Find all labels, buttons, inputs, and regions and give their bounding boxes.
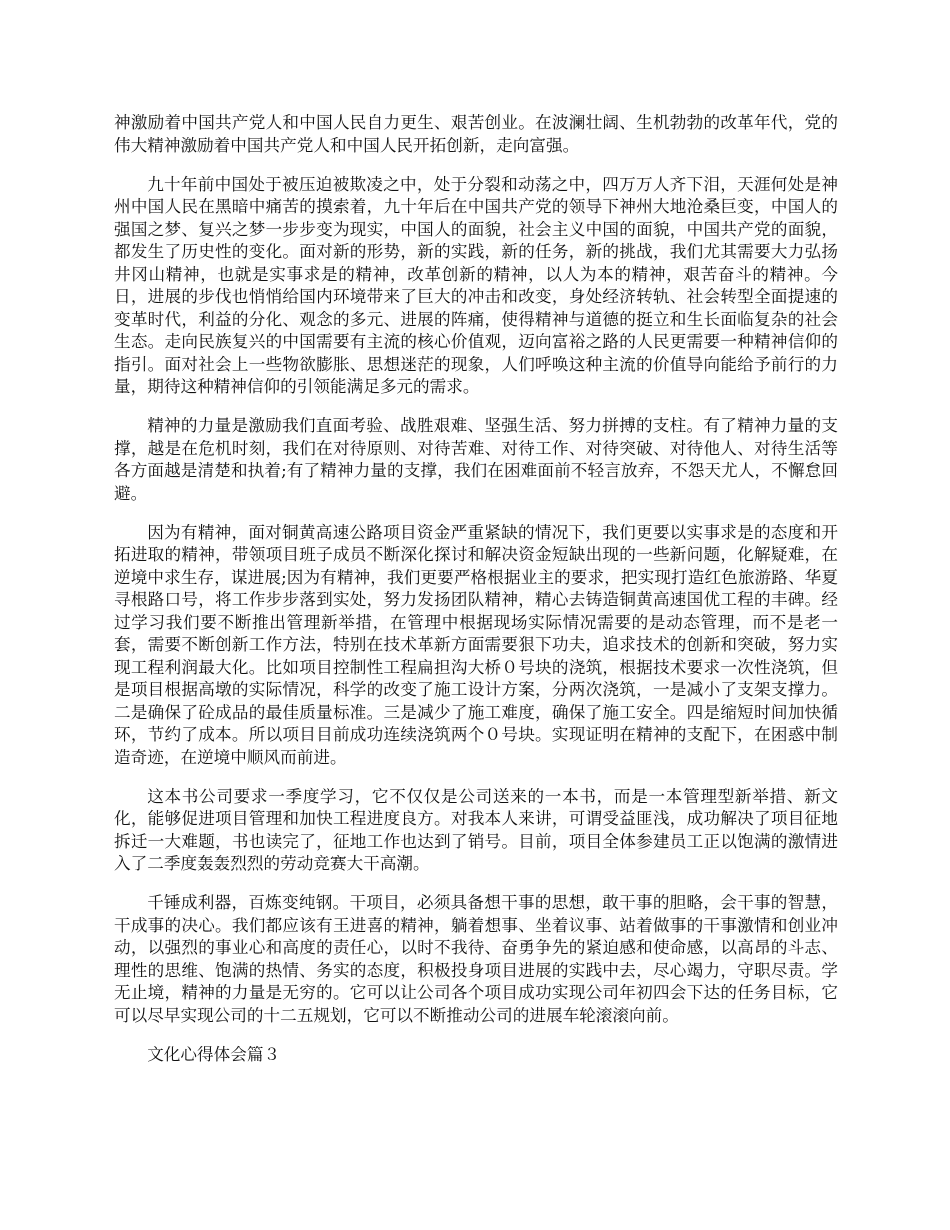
paragraph-6: 千锤成利器，百炼变纯钢。干项目，必须具备想干事的思想，敢干事的胆略，会干事的智慧，干成事的决心。我们都应该有王进喜的精神，躺着想事、坐着议事、站着做事的干事激情和创业冲动，以强烈的事业心和高度的责任心，以时不我待、奋勇争先的紧迫感和使命感，以高昂的斗志、理性的思维、饱满的热情、务实的态度，积极投身项目进展的实践中去，尽心竭力，守职尽责。学无止境，精神的力量是无穷的。它可以让公司各个项目成功实现公司年初四会下达的任务目标，它可以尽早实现公司的十二五规划，它可以不断推动公司的进展车轮滚滚向前。 — [114, 893, 838, 1025]
paragraph-5: 这本书公司要求一季度学习，它不仅仅是公司送来的一本书，而是一本管理型新举措、新文化，能够促进项目管理和加快工程进度良方。对我本人来讲，可谓受益匪浅，成功解决了项目征地拆迁一大难题，书也读完了，征地工作也达到了销号。目前，项目全体参建员工正以饱满的激情进入了二季度轰轰烈烈的劳动竞赛大干高潮。 — [114, 786, 838, 873]
paragraph-1: 神激励着中国共产党人和中国人民自力更生、艰苦创业。在波澜壮阔、生机勃勃的改革年代，党的伟大精神激励着中国共产党人和中国人民开拓创新，走向富强。 — [114, 113, 838, 155]
paragraph-4: 因为有精神，面对铜黄高速公路项目资金严重紧缺的情况下，我们更要以实事求是的态度和开拓进取的精神，带领项目班子成员不断深化探讨和解决资金短缺出现的一些新问题，化解疑难，在逆境中求生存，谋进展;因为有精神，我们更要严格根据业主的要求，把实现打造红色旅游路、华夏寻根路口号，将工作步步落到实处，努力发扬团队精神，精心去铸造铜黄高速国优工程的丰碑。经过学习我们要不断推出管理新举措，在管理中根据现场实际情况需要的是动态管理，而不是老一套，需要不断创新工作方法，特别在技术革新方面需要狠下功夫，追求技术的创新和突破，努力实现工程利润最大化。比如项目控制性工程扁担沟大桥０号块的浇筑，根据技术要求一次性浇筑，但是项目根据高墩的实际情况，科学的改变了施工设计方案，分两次浇筑，一是减小了支架支撑力。二是确保了砼成品的最佳质量标准。三是减少了施工难度，确保了施工安全。四是缩短时间加快循环，节约了成本。所以项目目前成功连续浇筑两个０号块。实现证明在精神的支配下，在困惑中制造奇迹，在逆境中顺风而前进。 — [114, 522, 838, 767]
paragraph-2: 九十年前中国处于被压迫被欺凌之中，处于分裂和动荡之中，四万万人齐下泪，天涯何处是神州中国人民在黑暗中痛苦的摸索着，九十年后在中国共产党的领导下神州大地沧桑巨变，中国人的强国之梦、复兴之梦一步步变为现实，中国人的面貌，社会主义中国的面貌，中国共产党的面貌，都发生了历史性的变化。面对新的形势，新的实践，新的任务，新的挑战，我们尤其需要大力弘扬井冈山精神，也就是实事求是的精神，改革创新的精神，以人为本的精神，艰苦奋斗的精神。今日，进展的步伐也悄悄给国内环境带来了巨大的冲击和改变，身处经济转轨、社会转型全面提速的变革时代，利益的分化、观念的多元、进展的阵痛，使得精神与道德的挺立和生长面临复杂的社会生态。走向民族复兴的中国需要有主流的核心价值观，迈向富裕之路的人民更需要一种精神信仰的指引。面对社会上一些物欲膨胀、思想迷茫的现象，人们呼唤这种主流的价值导向能给予前行的力量，期待这种精神信仰的引领能满足多元的需求。 — [114, 174, 838, 396]
section-heading: 文化心得体会篇３ — [147, 1044, 281, 1064]
document-body — [114, 112, 838, 1066]
paragraph-3: 精神的力量是激励我们直面考验、战胜艰难、坚强生活、努力拼搏的支柱。有了精神力量的支撑，越是在危机时刻，我们在对待原则、对待苦难、对待工作、对待突破、对待他人、对待生活等各方面越是清楚和执着;有了精神力量的支撑，我们在困难面前不轻言放弃，不怨天尤人，不懈怠回避。 — [114, 416, 838, 503]
